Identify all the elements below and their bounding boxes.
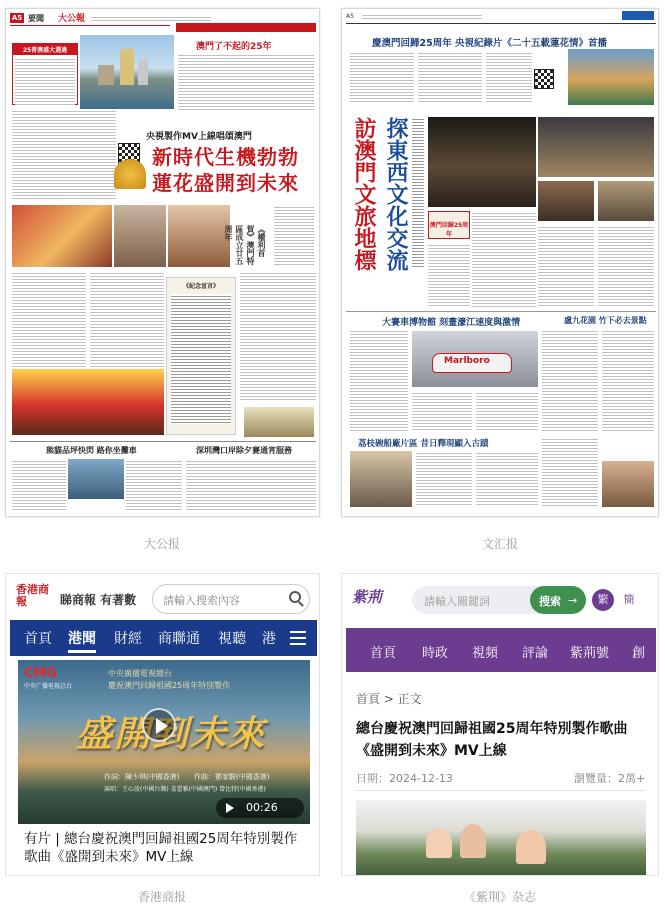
headline-sub: 蓮花盛開到未來 — [152, 171, 299, 195]
section-flag — [622, 11, 654, 20]
video-controls[interactable] — [216, 798, 304, 818]
header-meta — [91, 15, 211, 21]
nav-bar — [10, 620, 317, 656]
credit-music: 作曲：鄧家駿(中國香港) — [194, 773, 270, 781]
slogan: 睇商報 有著數 — [60, 593, 137, 607]
bottom-text-3 — [186, 459, 316, 511]
hkcd-app[interactable] — [5, 573, 320, 876]
vertical-subhead — [412, 117, 424, 267]
lower-text-2 — [542, 329, 598, 431]
nav-politics[interactable]: 時政 — [422, 646, 449, 661]
nav-bauhinia[interactable]: 紫荊號 — [570, 646, 610, 661]
video-duration: 00:26 — [246, 801, 278, 814]
mid-headline: 大賽車博物館 刻畫濠江速度與激情 — [382, 318, 521, 328]
nav-home[interactable]: 首頁 — [24, 631, 52, 647]
caption-hkcd: 香港商报 — [137, 890, 186, 904]
cmg-logo: CMG — [24, 666, 58, 681]
mid-text-0 — [428, 243, 470, 307]
article-date: 日期：2024-12-13 — [356, 772, 453, 785]
poster-box — [166, 277, 236, 435]
bottom-text-2 — [476, 451, 538, 507]
crowd-photo — [12, 369, 164, 435]
kicker: 央視製作MV上線唱頌澳門 — [146, 132, 252, 142]
search-placeholder: 請輸入關鍵詞 — [424, 595, 490, 608]
lower-text-4 — [412, 391, 472, 431]
text-col-2 — [90, 271, 164, 367]
bottom-text-2 — [126, 459, 182, 511]
headline: 慶澳門回歸25周年 央視紀錄片《二十五載蓮花情》首播 — [372, 38, 608, 49]
nav-more-partial[interactable]: 創 — [632, 646, 646, 661]
wenweipo-page[interactable] — [341, 8, 659, 517]
article-title[interactable]: 有片 | 總台慶祝澳門回歸祖國25周年特別製作歌曲《盛開到未來》MV上線 — [24, 831, 298, 865]
takungpao-page[interactable] — [5, 8, 320, 517]
header-bar — [176, 23, 316, 32]
lotus-emblem — [114, 159, 146, 189]
cmg-logo-sub: 中央广播电视总台 — [24, 683, 73, 690]
view-count: 瀏覽量：2萬+ — [574, 772, 646, 785]
side-title: 澳門了不起的25年 — [196, 42, 272, 52]
play-icon[interactable] — [226, 803, 234, 813]
search-box[interactable] — [152, 584, 310, 614]
panda-photo — [68, 459, 124, 499]
macau-skyline-photo — [80, 35, 174, 109]
performer-photo — [114, 205, 166, 267]
night-street-photo — [428, 117, 536, 207]
headline-main: 新時代生機勃勃 — [152, 145, 299, 169]
play-button-icon[interactable] — [142, 708, 176, 742]
nav-video[interactable]: 視聽 — [218, 631, 246, 647]
masthead: 大公報 — [58, 14, 86, 24]
qr-code[interactable] — [534, 69, 554, 89]
nav-hk-news[interactable]: 港聞 — [68, 631, 96, 647]
interior-photo-2 — [598, 181, 654, 221]
bottom-right-photo — [244, 407, 314, 437]
header-rule — [10, 25, 170, 26]
breadcrumb[interactable]: 首頁 > 正文 — [356, 692, 422, 706]
bauhinia-logo[interactable]: 紫荊 — [352, 588, 383, 606]
shipyard-photo — [350, 451, 412, 507]
header-meta — [362, 13, 482, 19]
top-text-3 — [486, 51, 532, 103]
nav-more-partial[interactable]: 港 — [262, 631, 276, 647]
sidebar-box — [12, 43, 78, 105]
search-label: 搜索 — [539, 595, 561, 608]
article-title: 總台慶祝澳門回歸祖國25周年特別製作歌曲《盛開到未來》MV上線 — [356, 721, 628, 759]
bottom-right-headline: 深圳灣口岸除夕賽通宵服務 — [196, 446, 292, 455]
poster-label: 《紀念宣言》 — [182, 283, 219, 290]
article-image — [356, 800, 646, 876]
intro-text — [12, 109, 116, 201]
page-number: A5 — [346, 13, 354, 20]
mid-text-2 — [538, 225, 594, 307]
nav-commentary[interactable]: 評論 — [522, 646, 549, 661]
video-art-title: 盛開到未來 — [76, 713, 267, 755]
mid-text-1 — [472, 211, 536, 307]
nav-active-indicator — [68, 650, 96, 653]
credit-singers: 演唱：王心淩(中國台灣) 姜蕾雅(中國澳門) 曾比特(中國香港) — [104, 786, 266, 793]
lower-text-5 — [476, 391, 538, 431]
bottom-text-3 — [542, 437, 598, 507]
lang-traditional-button[interactable]: 繁 — [592, 589, 614, 611]
caption-bauhinia: 《紫荆》杂志 — [463, 890, 536, 904]
arrow-right-icon: → — [568, 594, 578, 607]
search-placeholder: 請輸入搜索內容 — [163, 594, 240, 607]
nav-shanglian[interactable]: 商聯通 — [158, 631, 200, 647]
right-col — [224, 205, 316, 267]
garden-photo — [602, 461, 654, 507]
caption-takungpao: 大公报 — [143, 537, 180, 551]
singer-photo — [168, 205, 230, 267]
bauhinia-app[interactable] — [341, 573, 659, 876]
vertical-note: 《權利首賀》澳門特區成立廿五周年 — [224, 225, 267, 265]
lang-simplified-button[interactable]: 簡 — [618, 589, 640, 611]
race-car-photo — [412, 331, 538, 387]
vertical-headline-2: 探東西文化交流 — [383, 117, 409, 271]
bottom-left-headline: 熊貓品坪快閃 路你坐攤車 — [46, 446, 137, 455]
nav-home[interactable]: 首頁 — [370, 646, 397, 661]
lower-text-3 — [602, 329, 654, 431]
lower-headline: 荔枝碗船廠片區 昔日釋現顯入古蹟 — [358, 439, 489, 449]
car-brand: Marlboro — [444, 356, 490, 366]
credit-lyrics: 作詞：陳少琪(中國香港) — [104, 773, 180, 781]
nav-finance[interactable]: 財經 — [114, 631, 142, 647]
bottom-text-1 — [416, 451, 472, 507]
video-player[interactable] — [18, 660, 310, 824]
side-text — [178, 53, 314, 111]
lower-text-1 — [350, 329, 408, 431]
street-photo — [538, 117, 654, 177]
text-col-1 — [12, 271, 86, 367]
right-headline: 盧九花園 竹下必去景點 — [564, 316, 647, 325]
section-label: 要聞 — [28, 14, 44, 23]
search-button[interactable] — [530, 586, 586, 614]
top-text-1 — [350, 51, 414, 103]
page-tag: A5 — [11, 14, 23, 22]
box-title: 25普澳盛大選過 — [13, 44, 77, 55]
caption-wenweipo: 文汇报 — [481, 537, 518, 551]
nav-video[interactable]: 視頻 — [472, 646, 499, 661]
top-text-2 — [418, 51, 482, 103]
documentary-poster — [568, 49, 654, 105]
video-title-2: 慶祝澳門回歸祖國25周年特別製作 — [108, 681, 231, 690]
menu-icon[interactable] — [290, 631, 306, 645]
text-col-4 — [240, 271, 316, 401]
vertical-headline-1: 訪澳門文旅地標 — [351, 117, 377, 271]
interior-photo-1 — [538, 181, 594, 221]
nav-bar — [346, 628, 656, 672]
bottom-text-1 — [12, 459, 66, 511]
mid-text-3 — [598, 225, 654, 307]
dragon-dance-photo — [12, 205, 112, 267]
hkcd-logo[interactable]: 香港商報 — [16, 583, 49, 608]
video-title-1: 中央廣播電視總台 — [108, 669, 172, 678]
anniversary-logo: 澳門回歸25周年 — [428, 211, 470, 239]
